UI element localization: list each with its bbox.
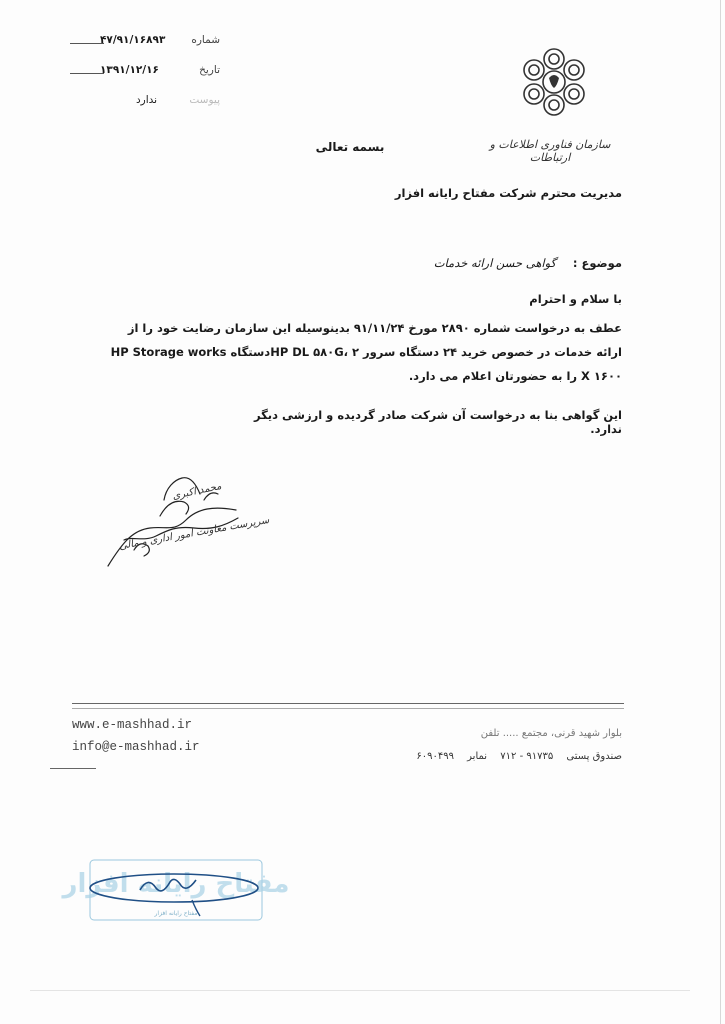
attachment-value: ندارد	[136, 94, 158, 106]
footer-divider	[72, 708, 624, 709]
fax-label: نمابر	[467, 751, 488, 762]
footer-email: info@e-mashhad.ir	[72, 740, 200, 754]
footer-divider	[50, 768, 96, 769]
date-row	[70, 64, 220, 80]
attachment-row	[70, 94, 220, 110]
stamp-caption: مفتاح رایانه افزار	[154, 910, 198, 917]
fax-value: ۶۰۹۰۴۹۹	[416, 751, 454, 762]
bismillah-heading: بسمه تعالی	[315, 140, 385, 154]
company-stamp	[62, 856, 290, 928]
signatory-title: سرپرست معاونت امور اداری و مالی	[118, 514, 271, 553]
attachment-label: پیوست	[189, 94, 220, 106]
subject-label: موضوع :	[572, 256, 622, 270]
stamp-company-name: مفتاح رایانه افزار	[62, 869, 290, 899]
page-edge	[720, 0, 721, 1024]
signatory-name: محمد اکبری	[171, 480, 223, 503]
pobox-label: صندوق پستی	[566, 751, 622, 762]
municipality-flower-emblem-icon	[514, 44, 594, 120]
subject-value: گواهی حسن ارائه خدمات	[433, 256, 556, 270]
organization-name: سازمان فناوری اطلاعات و ارتباطات	[489, 138, 611, 164]
salutation: با سلام و احترام	[529, 292, 622, 306]
handwritten-signature	[104, 470, 244, 570]
letter-date: ۱۳۹۱/۱۲/۱۶	[100, 64, 159, 76]
letter-number: ۴۷/۹۱/۱۶۸۹۳	[100, 34, 166, 46]
number-row	[70, 34, 220, 50]
footer-divider	[72, 703, 624, 704]
closing-paragraph: این گواهی بنا به درخواست آن شرکت صادر گردیده و ارزشی دیگر ندارد.	[253, 408, 622, 436]
page-bottom-divider	[30, 990, 690, 991]
divider	[70, 43, 104, 44]
addressee: مدیریت محترم شرکت مفتاح رایانه افزار	[394, 186, 622, 200]
number-label: شماره	[191, 34, 220, 46]
footer-website: www.e-mashhad.ir	[72, 718, 193, 732]
footer-contact	[270, 751, 622, 762]
pobox-value: ۹۱۷۳۵ - ۷۱۲	[500, 751, 554, 762]
body-paragraph: عطف به درخواست شماره ۲۸۹۰ مورخ ۹۱/۱۱/۲۴ بدینوسیله این سازمان رضایت خود را از ارائه خدمات در خصوص خرید ۲۴ دستگاه سرور HP DL ۵۸۰G، ۲دستگاه HP Storage works X ۱۶۰۰ را به حضورتان اعلام می دارد.	[110, 321, 622, 383]
divider	[70, 73, 104, 74]
date-label: تاریخ	[199, 64, 220, 76]
subject-line	[360, 256, 622, 274]
footer-address: بلوار شهید قرنی، مجتمع ..... تلفن	[480, 728, 622, 739]
